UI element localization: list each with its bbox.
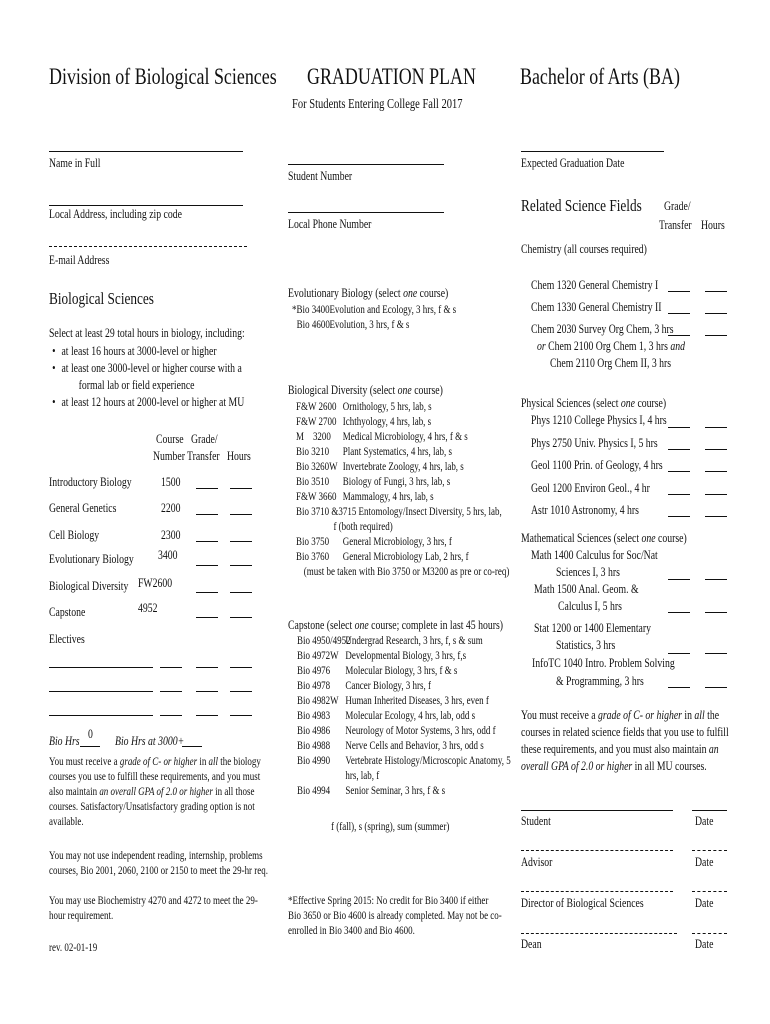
hours-blank[interactable] (705, 579, 727, 580)
name-label: Name in Full (49, 156, 101, 170)
hours-blank[interactable] (230, 592, 252, 593)
col-number: Number (153, 449, 185, 463)
student-signature-label: Student (521, 814, 551, 828)
chem-2030: Chem 2030 Survey Org Chem, 3 hrs (531, 322, 674, 336)
hours-blank[interactable] (230, 514, 252, 515)
grade-blank[interactable] (196, 715, 218, 716)
revision-date: rev. 02-01-19 (49, 942, 98, 954)
bio-hrs-3000-line[interactable] (182, 746, 202, 747)
elective-num-line[interactable] (160, 691, 182, 692)
num-genetics: 2200 (161, 501, 181, 515)
num-evo-bio: 3400 (158, 548, 178, 562)
plan-title: GRADUATION PLAN (307, 64, 476, 89)
subtitle: For Students Entering College Fall 2017 (292, 96, 463, 111)
hours-blank[interactable] (230, 691, 252, 692)
related-col-grade: Grade/ (664, 199, 691, 213)
grade-blank[interactable] (668, 687, 690, 688)
bio-restriction-note: You may not use independent reading, internship, problems courses, Bio 2001, 2060, 2100 or 2150 to meet the 29-hr req. (49, 850, 268, 877)
student-signature-line[interactable] (521, 810, 673, 811)
bio-hrs-3000-label: Bio Hrs at 3000+ (115, 734, 185, 748)
dean-signature-label: Dean (521, 937, 542, 951)
bio-heading: Biological Sciences (49, 289, 154, 308)
phone-label: Local Phone Number (288, 217, 372, 231)
bullet-item: • at least one 3000-level or higher course with a (49, 360, 244, 377)
elective-course-line[interactable] (49, 715, 153, 716)
col-hours: Hours (227, 449, 251, 463)
chem-1320: Chem 1320 General Chemistry I (531, 278, 659, 292)
hours-blank[interactable] (230, 541, 252, 542)
row-evo-bio: Evolutionary Biology (49, 552, 134, 566)
hours-blank[interactable] (705, 516, 727, 517)
grade-blank[interactable] (668, 427, 690, 428)
expected-date-line[interactable] (521, 151, 664, 152)
hours-blank[interactable] (230, 617, 252, 618)
hours-blank[interactable] (230, 488, 252, 489)
grade-blank[interactable] (196, 488, 218, 489)
num-cell-bio: 2300 (161, 528, 181, 542)
phone-line[interactable] (288, 212, 444, 213)
director-signature-label: Director of Biological Sciences (521, 896, 644, 910)
grade-blank[interactable] (668, 516, 690, 517)
grade-blank[interactable] (668, 471, 690, 472)
grade-blank[interactable] (668, 494, 690, 495)
infotc-1040: InfoTC 1040 Intro. Problem Solving (532, 656, 675, 670)
row-cell-bio: Cell Biology (49, 528, 100, 542)
col-transfer: Transfer (187, 449, 220, 463)
division-title: Division of Biological Sciences (49, 64, 277, 89)
grade-blank[interactable] (196, 691, 218, 692)
grade-blank[interactable] (668, 449, 690, 450)
chem-title: Chemistry (all courses required) (521, 242, 647, 256)
grade-blank[interactable] (196, 667, 218, 668)
phys-title: Physical Sciences (select one course) (521, 396, 667, 410)
elective-num-line[interactable] (160, 715, 182, 716)
hours-blank[interactable] (705, 313, 727, 314)
row-bio-diversity: Biological Diversity (49, 579, 129, 593)
capstone-list: Bio 4950/4952Undergrad Research, 3 hrs, f, s & sum Bio 4972W Developmental Biology, 3 hrs, f,s Bio 4976 Molecular Biology, 3 hrs, f & s Bio 4978 Cancer Biology, 3 hrs, f Bio 4982W Human Inherited Diseases, 3 hrs, even f Bio 4983 Molecular Ecology, 4 hrs, lab, odd s Bio 4986 Neurology of Motor Systems, 3 hrs, odd f Bio 4988 Nerve Cells and Behavior, 3 hrs, odd s Bio 4990 Vertebrate Histology/Microscopic Anatomy, 5 hrs, lab, f Bio 4994 Senior Seminar, 3 hrs, f & s (297, 635, 511, 797)
bio-hrs-label: Bio Hrs (49, 734, 80, 748)
expected-date-label: Expected Graduation Date (521, 156, 625, 170)
math-1400-cont: Sciences I, 3 hrs (556, 565, 620, 579)
chem-2100: or Chem 2100 Org Chem 1, 3 hrs and (537, 339, 685, 353)
bio-hrs-value[interactable]: 0 (88, 727, 93, 741)
related-heading: Related Science Fields (521, 196, 642, 215)
math-title: Mathematical Sciences (select one course) (521, 531, 687, 545)
hours-blank[interactable] (705, 427, 727, 428)
date-label: Date (695, 814, 714, 828)
num-intro-bio: 1500 (161, 475, 181, 489)
hours-blank[interactable] (230, 565, 252, 566)
evo-list: *Bio 3400Evolution and Ecology, 3 hrs, f & s Bio 4600Evolution, 3 hrs, f & s (292, 304, 457, 331)
dean-date-line[interactable] (692, 933, 727, 934)
address-label: Local Address, including zip code (49, 207, 182, 221)
electives-label: Electives (49, 632, 85, 646)
grade-blank[interactable] (668, 612, 690, 613)
bio-hrs-line (80, 746, 100, 747)
infotc-1040-cont: & Programming, 3 hrs (556, 674, 644, 688)
capstone-title: Capstone (select one course; complete in last 45 hours) (288, 618, 503, 632)
date-label: Date (695, 896, 714, 910)
grade-blank[interactable] (668, 335, 690, 336)
row-genetics: General Genetics (49, 501, 117, 515)
hours-blank[interactable] (705, 471, 727, 472)
date-label: Date (695, 855, 714, 869)
dean-signature-line[interactable] (521, 933, 677, 934)
hours-blank[interactable] (705, 291, 727, 292)
director-date-line[interactable] (692, 891, 727, 892)
num-bio-diversity: FW2600 (138, 576, 173, 590)
evo-title: Evolutionary Biology (select one course) (288, 286, 449, 300)
advisor-signature-line[interactable] (521, 850, 673, 851)
chem-2110: Chem 2110 Org Chem II, 3 hrs (550, 356, 672, 370)
related-col-transfer: Transfer (659, 218, 692, 232)
director-signature-line[interactable] (521, 891, 673, 892)
biochem-note: You may use Biochemistry 4270 and 4272 to meet the 29- hour requirement. (49, 895, 258, 922)
grade-blank[interactable] (196, 617, 218, 618)
term-legend: f (fall), s (spring), sum (summer) (331, 821, 450, 833)
degree-title: Bachelor of Arts (BA) (520, 64, 680, 89)
chem-1330: Chem 1330 General Chemistry II (531, 300, 662, 314)
bullet-item: • at least 12 hours at 2000-level or higher at MU (49, 394, 244, 411)
math-1400: Math 1400 Calculus for Soc/Nat (531, 548, 658, 562)
math-1500: Math 1500 Anal. Geom. & (534, 582, 639, 596)
hours-blank[interactable] (705, 335, 727, 336)
hours-blank[interactable] (705, 494, 727, 495)
elective-num-line[interactable] (160, 667, 182, 668)
elective-course-line[interactable] (49, 691, 153, 692)
grade-blank[interactable] (668, 291, 690, 292)
astr-1010: Astr 1010 Astronomy, 4 hrs (531, 503, 639, 517)
advisor-date-line[interactable] (692, 850, 727, 851)
grade-blank[interactable] (196, 592, 218, 593)
related-grade-note: You must receive a grade of C- or higher in all the courses in related science fields that you use to fulfill these requirements, and you must also maintain an overall GPA of 2.0 or higher in all MU courses. (521, 708, 729, 773)
bullet-item-continued: formal lab or field experience (78, 378, 195, 392)
bio-bullets (49, 343, 299, 411)
email-line[interactable] (49, 246, 247, 247)
elective-course-line[interactable] (49, 667, 153, 668)
phys-2750: Phys 2750 Univ. Physics I, 5 hrs (531, 436, 658, 450)
bullet-item: • at least 16 hours at 3000-level or higher (49, 343, 244, 360)
grade-blank[interactable] (196, 565, 218, 566)
student-number-line[interactable] (288, 164, 444, 165)
geol-1100: Geol 1100 Prin. of Geology, 4 hrs (531, 458, 663, 472)
hours-blank[interactable] (705, 653, 727, 654)
related-col-hours: Hours (701, 218, 725, 232)
effective-note: *Effective Spring 2015: No credit for Bio 3400 if either Bio 3650 or Bio 4600 is already completed. May not be co- enrolled in Bio 3400 and Bio 4600. (288, 895, 502, 937)
col-course: Course (156, 432, 184, 446)
hours-blank[interactable] (230, 667, 252, 668)
div-list: F&W 2600 Ornithology, 5 hrs, lab, s F&W 2700 Ichthyology, 4 hrs, lab, s M 3200 Medical Microbiology, 4 hrs, f & s Bio 3210 Plant Systematics, 4 hrs, lab, s Bio 3260W Invertebrate Zoology, 4 hrs, lab, s Bio 3510 Biology of Fungi, 3 hrs, lab, s F&W 3660 Mammalogy, 4 hrs, lab, s Bio 3710 &3715 Entomology/Insect Diversity, 5 hrs, lab, f (both required) Bio 3750 General Microbiology, 3 hrs, f Bio 3760 General Microbiology Lab, 2 hrs, f (must be taken with Bio 3750 or M3200 as pre or co-req) (296, 401, 510, 578)
grade-blank[interactable] (668, 579, 690, 580)
hours-blank[interactable] (705, 449, 727, 450)
geol-1200: Geol 1200 Environ Geol., 4 hr (531, 481, 650, 495)
bio-grade-note: You must receive a grade of C- or higher in all the biology courses you use to fulfill these requirements, and you must also maintain an overall GPA of 2.0 or higher in all those courses. Satisfactory/Unsatisfactory grading option is not available. (49, 756, 261, 828)
bio-intro: Select at least 29 total hours in biology, including: (49, 326, 245, 340)
grade-blank[interactable] (196, 514, 218, 515)
col-grade: Grade/ (191, 432, 218, 446)
advisor-signature-label: Advisor (521, 855, 553, 869)
grade-blank[interactable] (668, 313, 690, 314)
num-capstone: 4952 (138, 601, 158, 615)
stat-1200-cont: Statistics, 3 hrs (556, 638, 616, 652)
student-date-line[interactable] (692, 810, 727, 811)
grade-blank[interactable] (196, 541, 218, 542)
hours-blank[interactable] (705, 687, 727, 688)
row-capstone: Capstone (49, 605, 86, 619)
row-intro-bio: Introductory Biology (49, 475, 132, 489)
student-number-label: Student Number (288, 169, 353, 183)
hours-blank[interactable] (230, 715, 252, 716)
name-line[interactable] (49, 151, 243, 152)
phys-1210: Phys 1210 College Physics I, 4 hrs (531, 413, 667, 427)
math-1500-cont: Calculus I, 5 hrs (558, 599, 622, 613)
date-label: Date (695, 937, 714, 951)
div-title: Biological Diversity (select one course) (288, 383, 443, 397)
grade-blank[interactable] (668, 653, 690, 654)
stat-1200: Stat 1200 or 1400 Elementary (534, 621, 651, 635)
email-label: E-mail Address (49, 253, 110, 267)
hours-blank[interactable] (705, 612, 727, 613)
